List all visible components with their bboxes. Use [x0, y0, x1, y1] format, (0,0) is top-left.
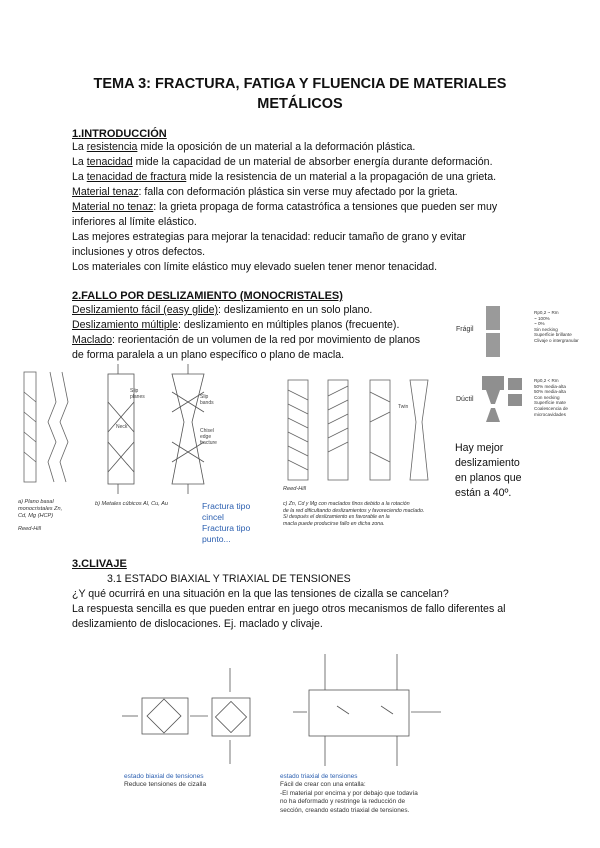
page-title: [60, 74, 540, 114]
fig-label-chisel: Chisel edge fracture: [200, 428, 217, 446]
triaxial-diagram: [285, 650, 445, 770]
s1-line-6b: inclusiones y otros defectos.: [72, 246, 206, 258]
slip-figures: [10, 362, 450, 497]
title-line-2: METÁLICOS: [257, 96, 343, 112]
biaxial-caption: estado biaxial de tensiones Reduce tensiones de cizalla: [124, 773, 207, 788]
ductil-notes: Rp0,2 < Rm 50% media-alta 50% media-alta Con necking Superficie mate Coalescencia de microcavidades: [534, 378, 568, 417]
biaxial-diagram: [120, 660, 260, 770]
fragile-ductile-figure: [448, 304, 600, 444]
s3-line-2: La respuesta sencilla es que pueden entrar en juego otros mecanismos de fallo diferentes al: [72, 603, 506, 615]
ductil-label: Dúctil: [456, 396, 474, 403]
fig-label-neck: Neck: [116, 424, 128, 430]
specimen-drawing: [478, 304, 528, 434]
fragil-notes: Rp0,2 ~ Rm ~ 100% ~ 0% Sin necking Superficie brillante Clivaje o intergranular: [534, 310, 579, 343]
caption-b: b) Metales cúbicos Al, Cu, Au: [95, 501, 168, 507]
fig-label-slip: Slip planes: [130, 388, 145, 400]
s3-line-3: deslizamiento de dislocaciones. Ej. maclado y clivaje.: [72, 618, 323, 630]
s3-line-1: ¿Y qué ocurrirá en una situación en la que las tensiones de cizalla se cancelan?: [72, 588, 449, 600]
fracture-type-note: Fractura tipo cincel Fractura tipo punto...: [202, 501, 251, 544]
caption-c-source: Reed-Hill: [283, 486, 307, 492]
s1-line-5: Material no tenaz: la grieta propaga de forma catastrófica a tensiones que pueden ser muy: [72, 201, 498, 213]
caption-a-source: Reed-Hill: [18, 526, 42, 532]
triaxial-caption: estado triaxial de tensiones Fácil de crear con una entalla: -El material por encima y por debajo que todavía no ha deformado y restringe la reducción de sección, creando estado triaxial de tensiones.: [280, 773, 418, 814]
section-2-heading: 2.FALLO POR DESLIZAMIENTO (MONOCRISTALES): [72, 290, 343, 302]
title-line-1: TEMA 3: FRACTURA, FATIGA Y FLUENCIA DE MATERIALES: [93, 76, 507, 92]
s2-line-3b: de forma paralela a un plano específico o plano de macla.: [72, 349, 345, 361]
s2-line-3: Maclado: reorientación de un volumen de la red por movimiento de planos: [72, 334, 421, 346]
slip-note: Hay mejor deslizamiento en planos que están a 40º.: [455, 442, 522, 499]
s1-line-4: Material tenaz: falla con deformación plástica sin verse muy afectado por la grieta.: [72, 186, 458, 198]
s2-line-2: Deslizamiento múltiple: deslizamiento en múltiples planos (frecuente).: [72, 319, 400, 331]
caption-c: c) Zn, Cd y Mg con maclados finos debido a la rotación de la red dificultando deslizamientos y favoreciendo maclado. Si después el deslizamiento es favorable en la macla puede producirse fallo en dicha zona.: [283, 501, 425, 527]
s1-line-1: La resistencia mide la oposición de un material a la deformación plástica.: [72, 141, 416, 153]
s1-line-5b: inferiores al límite elástico.: [72, 216, 197, 228]
s2-line-1: Deslizamiento fácil (easy glide): deslizamiento en un solo plano.: [72, 304, 373, 316]
fig-label-twin: Twin: [398, 404, 409, 410]
fig-label-slip-bands: Slip bands: [200, 394, 214, 406]
fragil-label: Frágil: [456, 326, 474, 333]
s1-line-7: Los materiales con límite elástico muy elevado suelen tener menor tenacidad.: [72, 261, 438, 273]
s1-line-3: La tenacidad de fractura mide la resistencia de un material a la propagación de una grieta.: [72, 171, 497, 183]
section-3-heading: 3.CLIVAJE: [72, 558, 127, 570]
section-1-heading: 1.INTRODUCCIÓN: [72, 128, 167, 140]
s1-line-2: La tenacidad mide la capacidad de un material de absorber energía durante deformación.: [72, 156, 493, 168]
s3-subheading: 3.1 ESTADO BIAXIAL Y TRIAXIAL DE TENSIONES: [107, 573, 351, 585]
caption-a: a) Plano basal monocristales Zn, Cd, Mg (HCP): [18, 499, 63, 519]
s1-line-6: Las mejores estrategias para mejorar la tenacidad: reducir tamaño de grano y evitar: [72, 231, 466, 243]
